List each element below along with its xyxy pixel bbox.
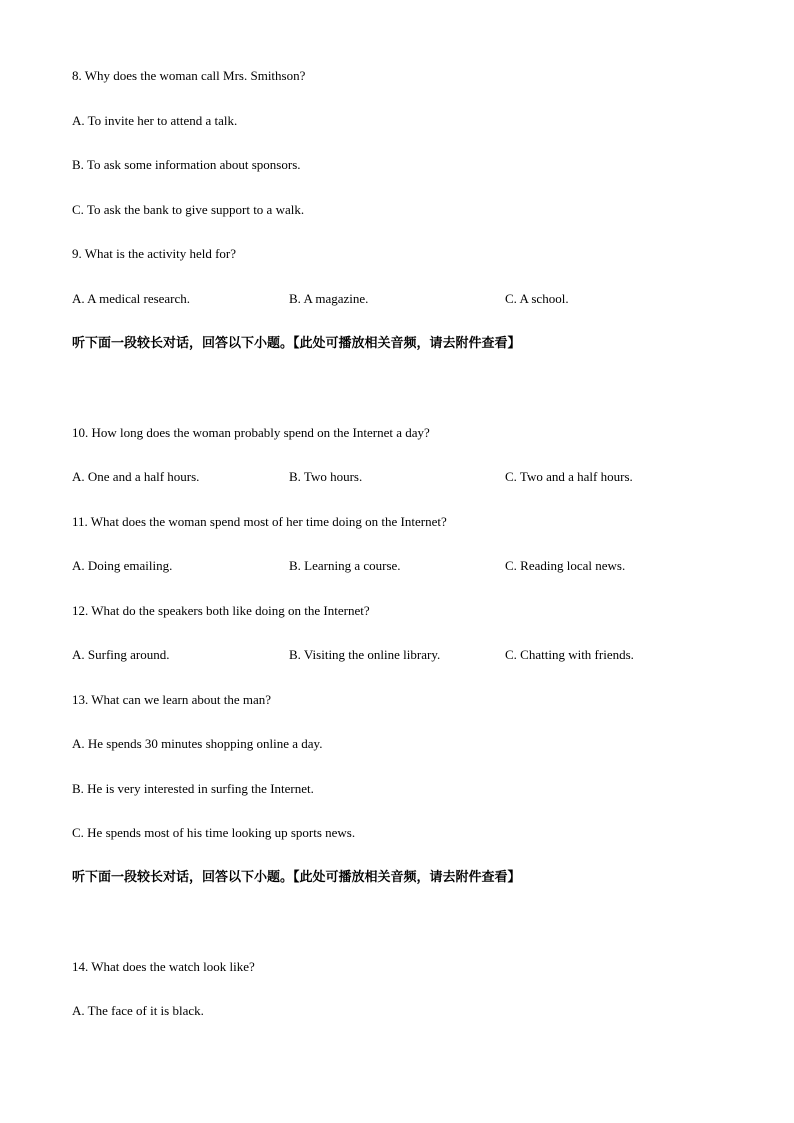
question-13-option-b: B. He is very interested in surfing the Internet. bbox=[72, 781, 314, 796]
question-8-option-c: C. To ask the bank to give support to a walk. bbox=[72, 202, 305, 217]
question-11-option-b: B. Learning a course. bbox=[289, 558, 401, 573]
question-13-option-a: A. He spends 30 minutes shopping online a day. bbox=[72, 736, 323, 751]
question-10: 10. How long does the woman probably spend on the Internet a day? bbox=[72, 425, 430, 440]
question-10-option-b: B. Two hours. bbox=[289, 469, 363, 484]
question-9-option-b: B. A magazine. bbox=[289, 291, 369, 306]
question-10-option-a: A. One and a half hours. bbox=[72, 469, 200, 484]
question-12: 12. What do the speakers both like doing on the Internet? bbox=[72, 603, 370, 618]
listening-instruction-1: 听下面一段较长对话，回答以下小题。【此处可播放相关音频，请去附件查看】 bbox=[72, 336, 521, 351]
question-9-option-a: A. A medical research. bbox=[72, 291, 191, 306]
listening-instruction-2: 听下面一段较长对话，回答以下小题。【此处可播放相关音频，请去附件查看】 bbox=[72, 870, 521, 885]
question-12-option-c: C. Chatting with friends. bbox=[505, 647, 634, 662]
question-13: 13. What can we learn about the man? bbox=[72, 692, 272, 707]
question-14: 14. What does the watch look like? bbox=[72, 959, 255, 974]
question-12-option-a: A. Surfing around. bbox=[72, 647, 170, 662]
question-11: 11. What does the woman spend most of her time doing on the Internet? bbox=[72, 514, 447, 529]
question-8-option-a: A. To invite her to attend a talk. bbox=[72, 113, 238, 128]
question-8: 8. Why does the woman call Mrs. Smithson? bbox=[72, 68, 306, 83]
question-9: 9. What is the activity held for? bbox=[72, 246, 237, 261]
question-14-option-a: A. The face of it is black. bbox=[72, 1003, 204, 1018]
question-12-option-b: B. Visiting the online library. bbox=[289, 647, 441, 662]
question-11-option-a: A. Doing emailing. bbox=[72, 558, 173, 573]
question-10-option-c: C. Two and a half hours. bbox=[505, 469, 633, 484]
question-13-option-c: C. He spends most of his time looking up sports news. bbox=[72, 825, 356, 840]
question-8-option-b: B. To ask some information about sponsors. bbox=[72, 157, 301, 172]
question-11-option-c: C. Reading local news. bbox=[505, 558, 626, 573]
question-9-option-c: C. A school. bbox=[505, 291, 569, 306]
